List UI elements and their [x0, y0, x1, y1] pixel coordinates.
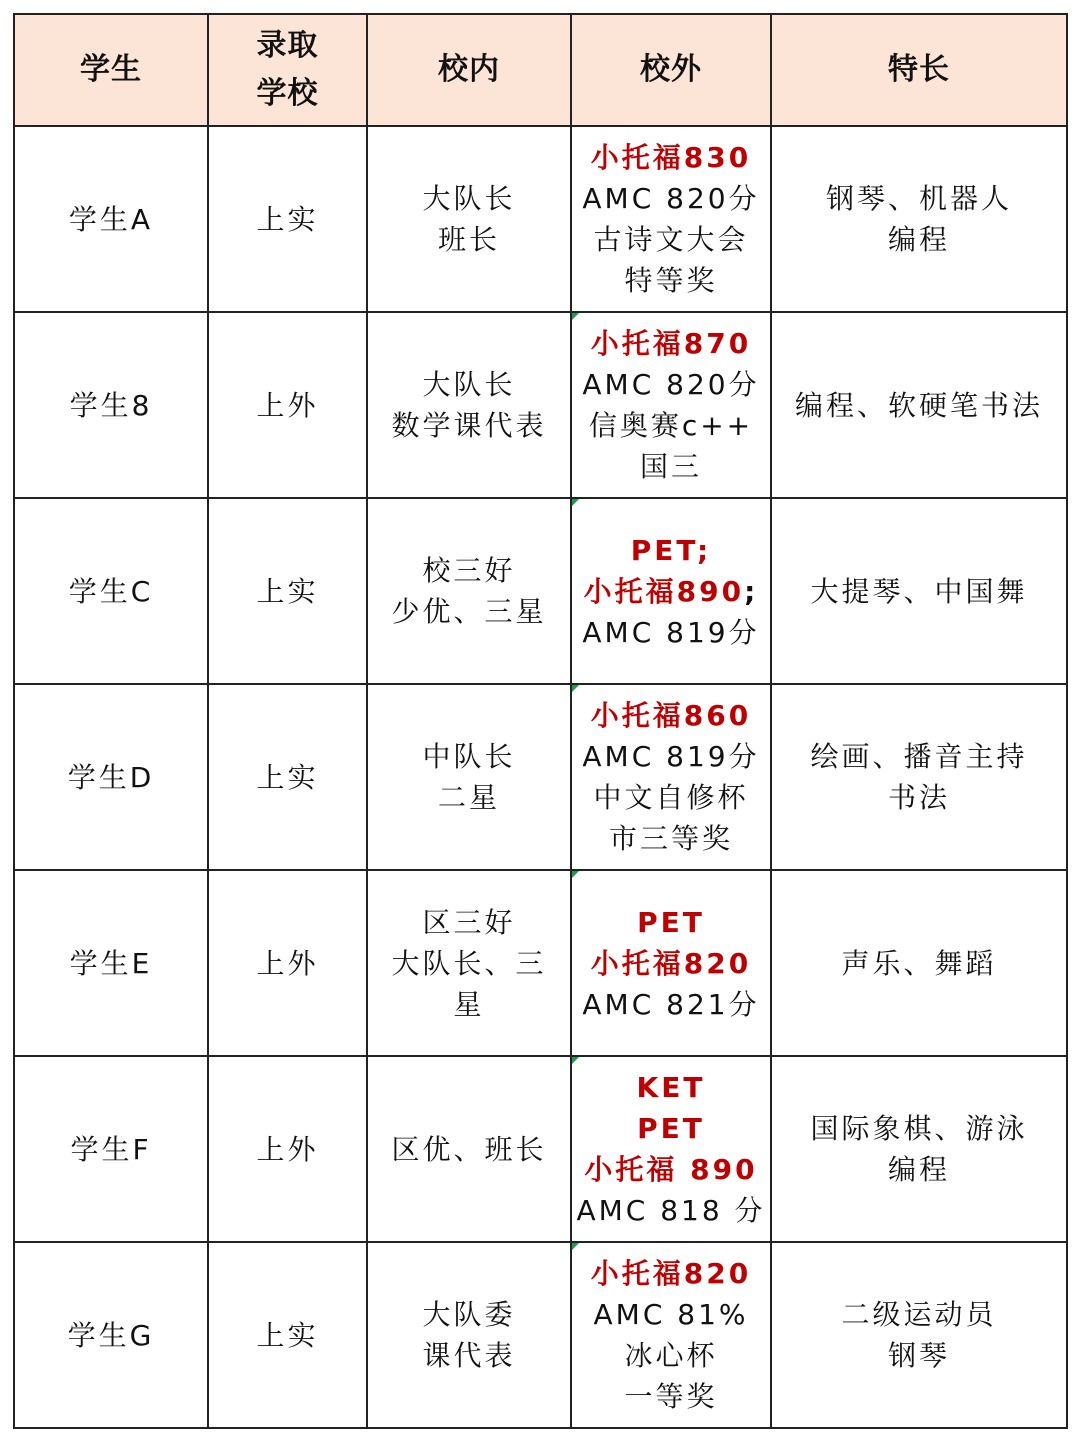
cell-comment-marker	[572, 1243, 579, 1250]
in-school-line: 二星	[437, 781, 500, 814]
header-in-school: 校内	[367, 14, 571, 126]
out-school-line	[572, 323, 770, 364]
cell-specialty	[771, 870, 1067, 1056]
out-school-line	[572, 1253, 770, 1294]
cell-admitted-school: 上实	[208, 684, 367, 870]
cell-student: 学生D	[14, 684, 208, 870]
specialty-line: 大提琴、中国舞	[810, 574, 1028, 608]
cell-student: 学生G	[14, 1242, 208, 1428]
out-school-line	[572, 1149, 770, 1190]
out-school-highlight-text: PET	[637, 1112, 705, 1145]
out-school-line	[572, 260, 770, 301]
cell-comment-marker	[572, 685, 579, 692]
cell-in-school	[367, 312, 571, 498]
out-school-text: 中文自修杯	[593, 781, 749, 814]
out-school-line	[572, 1294, 770, 1335]
out-school-line	[572, 405, 770, 446]
out-school-text: AMC 81%	[593, 1298, 749, 1331]
cell-specialty	[771, 684, 1067, 870]
specialty-line: 编程	[887, 223, 950, 256]
cell-out-school	[571, 126, 771, 312]
out-school-line	[572, 818, 770, 859]
out-school-text: 特等奖	[624, 264, 718, 297]
out-school-line	[572, 446, 770, 487]
out-school-line	[572, 137, 770, 178]
header-admitted-school-line-2: 学校	[256, 76, 319, 111]
header-student: 学生	[14, 14, 208, 126]
cell-specialty	[771, 1242, 1067, 1428]
in-school-line: 少优、三星	[391, 595, 547, 628]
out-school-line	[572, 1190, 770, 1231]
out-school-line	[572, 364, 770, 405]
out-school-text: AMC 820分	[582, 368, 760, 401]
out-school-line	[572, 902, 770, 943]
specialty-line: 编程、软硬笔书法	[794, 388, 1043, 422]
cell-out-school	[571, 498, 771, 684]
out-school-highlight-text: 小托福860	[590, 699, 752, 732]
cell-specialty	[771, 1056, 1067, 1242]
out-school-line	[572, 984, 770, 1025]
specialty-line: 钢琴、机器人	[825, 182, 1012, 215]
table-row	[14, 312, 1067, 498]
header-specialty: 特长	[771, 14, 1067, 126]
cell-specialty	[771, 126, 1067, 312]
in-school-line: 区优、班长	[391, 1132, 547, 1166]
out-school-text: 一等奖	[624, 1380, 718, 1413]
specialty-line: 编程	[887, 1153, 950, 1186]
out-school-highlight-text: 小托福820	[590, 946, 752, 980]
out-school-line	[572, 1335, 770, 1376]
cell-student: 学生F	[14, 1056, 208, 1242]
out-school-text: 冰心杯	[624, 1339, 718, 1372]
in-school-line: 数学课代表	[391, 409, 547, 442]
out-school-line	[572, 219, 770, 260]
out-school-highlight-text: PET	[637, 905, 705, 939]
out-school-text: 国三	[639, 450, 702, 483]
in-school-line: 大队委	[422, 1298, 516, 1331]
specialty-line: 国际象棋、游泳	[810, 1112, 1028, 1145]
out-school-highlight-text: KET	[636, 1071, 706, 1104]
out-school-text: 古诗文大会	[593, 223, 749, 256]
cell-out-school	[571, 684, 771, 870]
out-school-text: AMC 819分	[582, 740, 760, 773]
cell-comment-marker	[572, 1057, 579, 1064]
cell-student: 学生C	[14, 498, 208, 684]
cell-comment-marker	[572, 871, 579, 878]
out-school-highlight-text: 小托福830	[590, 141, 752, 174]
cell-specialty	[771, 312, 1067, 498]
out-school-text: AMC 821分	[582, 987, 760, 1021]
in-school-line: 大队长、三	[391, 946, 547, 980]
in-school-line: 大队长	[422, 182, 516, 215]
out-school-line	[572, 695, 770, 736]
table-row	[14, 870, 1067, 1056]
out-school-line	[572, 612, 770, 653]
admissions-table	[13, 13, 1068, 1429]
cell-out-school	[571, 1242, 771, 1428]
in-school-line: 校三好	[422, 554, 516, 587]
table-row	[14, 684, 1067, 870]
out-school-line	[572, 777, 770, 818]
out-school-line	[572, 1376, 770, 1417]
cell-in-school	[367, 870, 571, 1056]
table-header-row	[14, 14, 1067, 126]
cell-admitted-school: 上实	[208, 1242, 367, 1428]
specialty-line: 钢琴	[887, 1339, 950, 1372]
table-row	[14, 126, 1067, 312]
out-school-highlight-text: 小托福 890	[584, 1153, 758, 1186]
cell-comment-marker	[572, 313, 579, 320]
cell-admitted-school: 上实	[208, 126, 367, 312]
cell-out-school	[571, 870, 771, 1056]
specialty-line: 声乐、舞蹈	[841, 946, 997, 980]
cell-specialty	[771, 498, 1067, 684]
header-out-school: 校外	[571, 14, 771, 126]
cell-in-school	[367, 126, 571, 312]
out-school-text: 市三等奖	[608, 822, 733, 855]
table-row	[14, 498, 1067, 684]
cell-admitted-school: 上外	[208, 870, 367, 1056]
specialty-line: 绘画、播音主持	[810, 740, 1028, 773]
cell-student: 学生8	[14, 312, 208, 498]
out-school-suffix: ;	[744, 574, 759, 608]
cell-admitted-school: 上外	[208, 1056, 367, 1242]
header-admitted-school-line-1: 录取	[256, 28, 319, 63]
table-row	[14, 1056, 1067, 1242]
cell-comment-marker	[572, 499, 579, 506]
out-school-highlight-text: 小托福820	[590, 1257, 752, 1290]
cell-in-school	[367, 498, 571, 684]
cell-admitted-school: 上实	[208, 498, 367, 684]
out-school-line	[572, 178, 770, 219]
out-school-line	[572, 943, 770, 984]
in-school-line: 大队长	[422, 368, 516, 401]
out-school-line	[572, 736, 770, 777]
admissions-table-container	[13, 13, 1068, 1429]
out-school-line	[572, 530, 770, 571]
out-school-text: AMC 820分	[582, 182, 760, 215]
out-school-text: 信奥赛c++	[588, 409, 754, 442]
header-admitted-school	[208, 14, 367, 126]
specialty-line: 二级运动员	[841, 1298, 997, 1331]
specialty-line: 书法	[887, 781, 950, 814]
cell-out-school	[571, 1056, 771, 1242]
cell-out-school	[571, 312, 771, 498]
in-school-line: 课代表	[422, 1339, 516, 1372]
out-school-line	[572, 1108, 770, 1149]
out-school-line	[572, 1067, 770, 1108]
cell-in-school	[367, 1242, 571, 1428]
cell-in-school	[367, 684, 571, 870]
in-school-line: 区三好	[422, 905, 516, 939]
cell-admitted-school: 上外	[208, 312, 367, 498]
table-body	[14, 126, 1067, 1428]
in-school-line: 中队长	[422, 740, 516, 773]
out-school-text: AMC 818 分	[576, 1194, 766, 1227]
out-school-highlight-text: 小托福870	[590, 327, 752, 360]
cell-student: 学生A	[14, 126, 208, 312]
out-school-highlight-text: PET;	[630, 533, 712, 567]
out-school-text: AMC 819分	[582, 615, 760, 649]
in-school-line: 班长	[437, 223, 500, 256]
out-school-highlight-text: 小托福890	[583, 574, 745, 608]
cell-student: 学生E	[14, 870, 208, 1056]
table-row	[14, 1242, 1067, 1428]
in-school-line: 星	[453, 987, 485, 1021]
cell-in-school	[367, 1056, 571, 1242]
out-school-line	[572, 571, 770, 612]
